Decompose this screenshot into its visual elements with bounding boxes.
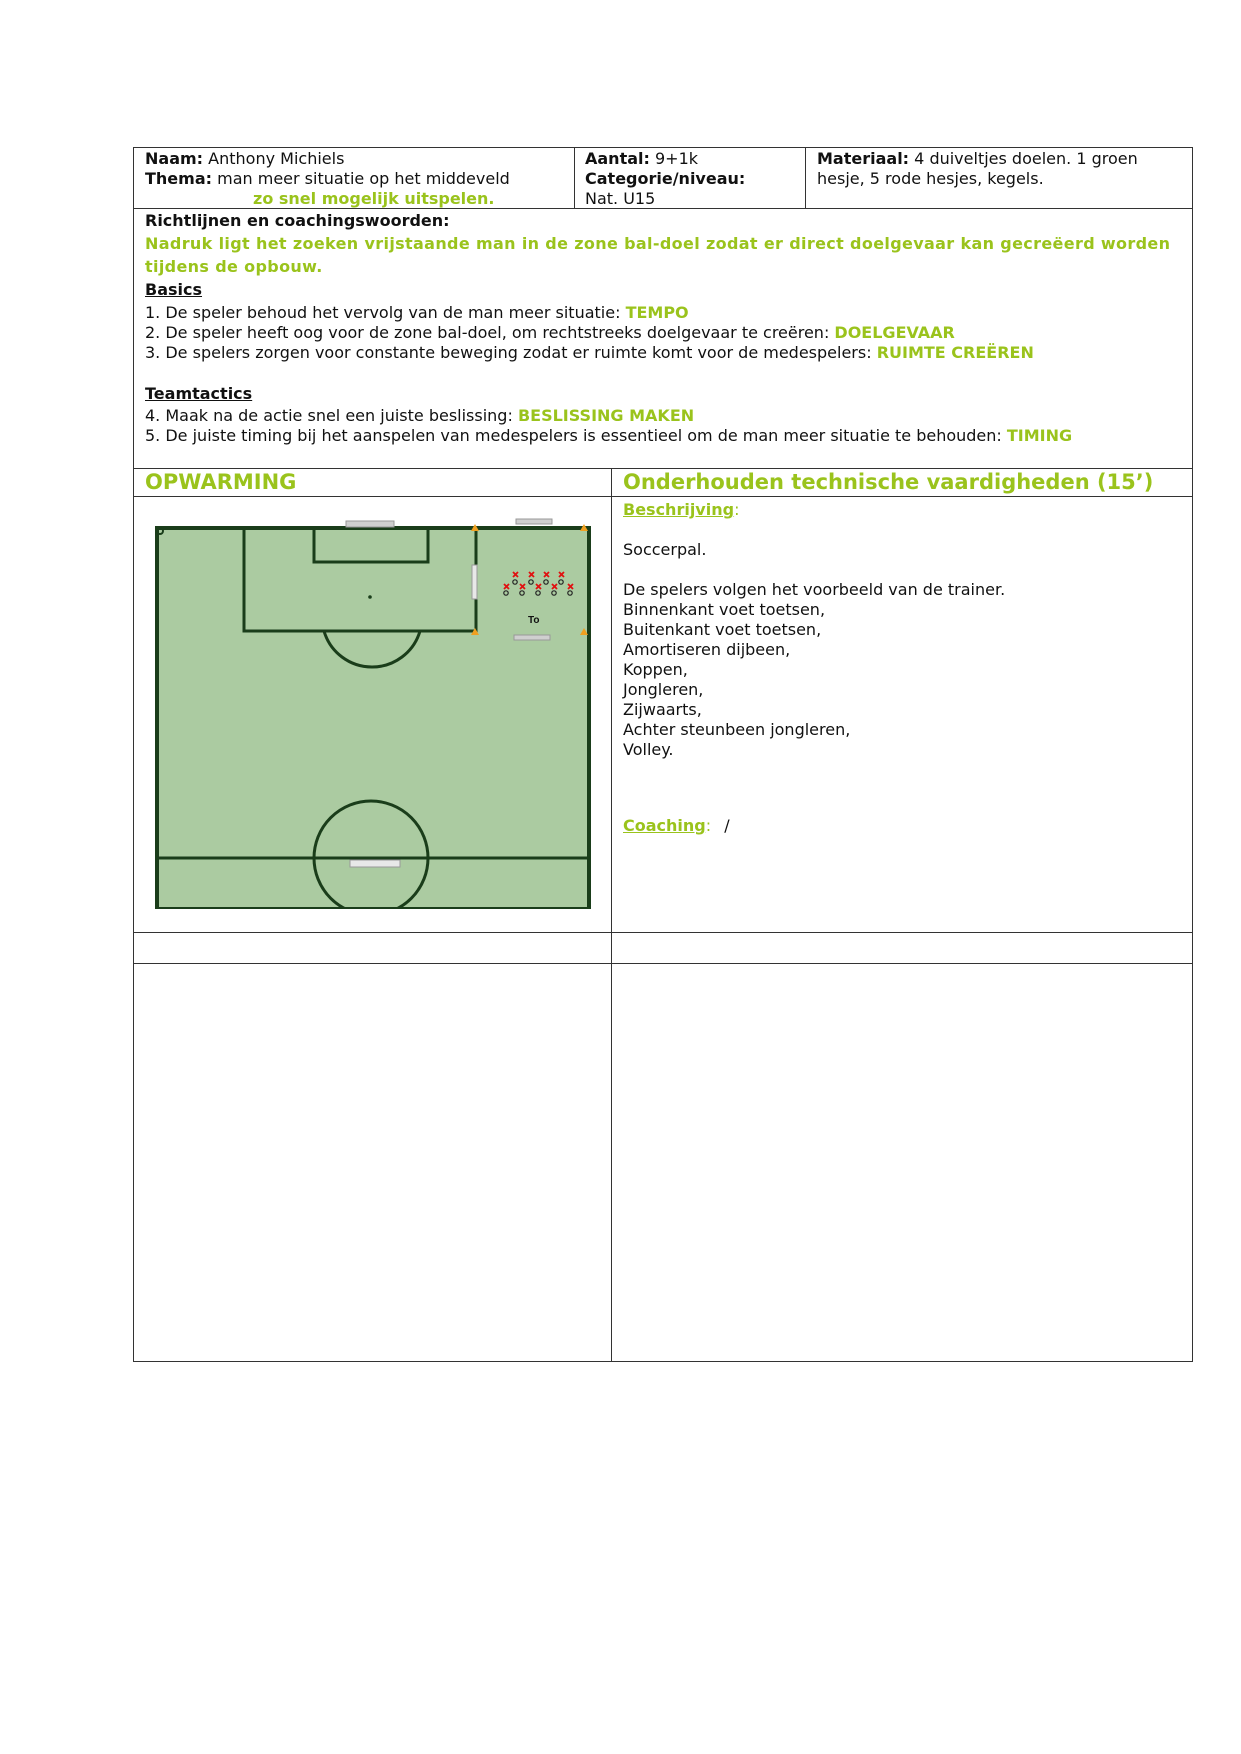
- description-line: Achter steunbeen jongleren,: [623, 720, 851, 739]
- naam-line: [145, 149, 344, 169]
- basics-item-3-keyword: RUIMTE CREËREN: [876, 343, 1034, 362]
- materiaal-value-2: hesje, 5 rode hesjes, kegels.: [817, 169, 1044, 188]
- beschrijving-label: Beschrijving: [623, 500, 735, 519]
- thema-line: [145, 169, 510, 189]
- empty-row-left: [133, 932, 612, 964]
- teamtactics-item-5: [145, 426, 1072, 446]
- basics-item-2-keyword: DOELGEVAAR: [834, 323, 955, 342]
- materiaal-label: Materiaal:: [817, 149, 910, 168]
- coaching-colon: :: [705, 816, 712, 835]
- teamtactics-title: Teamtactics: [145, 384, 253, 403]
- guidelines-emphasis-1: Nadruk ligt het zoeken vrijstaande man in de zone bal-doel zodat er direct doelgevaar kan gecreëerd worden: [145, 234, 1171, 253]
- basics-item-2: [145, 323, 955, 343]
- basics-item-2-text: 2. De speler heeft oog voor de zone bal-doel, om rechtstreeks doelgevaar te creëren:: [145, 323, 835, 342]
- naam-label: Naam:: [145, 149, 204, 168]
- teamtactics-item-4-keyword: BESLISSING MAKEN: [517, 406, 695, 425]
- trainer-label: To: [528, 615, 540, 626]
- description-line: Binnenkant voet toetsen,: [623, 600, 826, 619]
- description-line: De spelers volgen het voorbeeld van de trainer.: [623, 580, 1006, 599]
- opwarming-title: OPWARMING: [145, 470, 297, 494]
- basics-item-1-keyword: TEMPO: [625, 303, 689, 322]
- basics-title: Basics: [145, 280, 203, 299]
- description-line: Buitenkant voet toetsen,: [623, 620, 822, 639]
- guidelines-emphasis-2: tijdens de opbouw.: [145, 257, 323, 276]
- beschrijving-colon: :: [734, 500, 740, 519]
- basics-item-1-text: 1. De speler behoud het vervolg van de man meer situatie:: [145, 303, 626, 322]
- basics-item-3-text: 3. De spelers zorgen voor constante beweging zodat er ruimte komt voor de medespelers:: [145, 343, 877, 362]
- coaching-label: Coaching: [623, 816, 706, 835]
- aantal-line: [585, 149, 698, 169]
- coaching-line: [623, 816, 730, 836]
- aantal-value: 9+1k: [655, 149, 699, 168]
- thema-value-line2: zo snel mogelijk uitspelen.: [253, 189, 495, 208]
- thema-value: man meer situatie op het middeveld: [217, 169, 510, 188]
- beschrijving-heading: [623, 500, 739, 520]
- description-line: Volley.: [623, 740, 674, 759]
- teamtactics-item-5-text: 5. De juiste timing bij het aanspelen van medespelers is essentieel om de man meer situatie te behouden:: [145, 426, 1007, 445]
- guidelines-title: Richtlijnen en coachingswoorden:: [145, 211, 450, 230]
- basics-item-1: [145, 303, 689, 323]
- coaching-value: /: [724, 816, 730, 835]
- empty-block-left: [133, 963, 612, 1362]
- description-line: Koppen,: [623, 660, 688, 679]
- penalty-spot: [368, 595, 372, 599]
- naam-value: Anthony Michiels: [208, 149, 345, 168]
- goal-side-left: [472, 565, 477, 599]
- teamtactics-item-4: [145, 406, 694, 426]
- exercise-title: Onderhouden technische vaardigheden (15’): [623, 470, 1154, 494]
- basics-item-3: [145, 343, 1034, 363]
- description-line: Soccerpal.: [623, 540, 707, 559]
- empty-row-right: [611, 932, 1193, 964]
- empty-block-right: [611, 963, 1193, 1362]
- thema-label: Thema:: [145, 169, 213, 188]
- teamtactics-item-5-keyword: TIMING: [1006, 426, 1073, 445]
- field-diagram: [144, 497, 599, 909]
- description-line: Amortiseren dijbeen,: [623, 640, 791, 659]
- materiaal-line: [817, 149, 1138, 169]
- goal-top-center: [346, 521, 394, 527]
- categorie-label: Categorie/niveau:: [585, 169, 746, 188]
- description-line: Jongleren,: [623, 680, 704, 699]
- categorie-value: Nat. U15: [585, 189, 656, 208]
- goal-center-circle: [350, 860, 400, 867]
- materiaal-value-1: 4 duiveltjes doelen. 1 groen: [914, 149, 1138, 168]
- goal-bottom-right: [514, 635, 550, 640]
- description-line: Zijwaarts,: [623, 700, 702, 719]
- aantal-label: Aantal:: [585, 149, 650, 168]
- teamtactics-item-4-text: 4. Maak na de actie snel een juiste beslissing:: [145, 406, 518, 425]
- goal-top-right: [516, 519, 552, 524]
